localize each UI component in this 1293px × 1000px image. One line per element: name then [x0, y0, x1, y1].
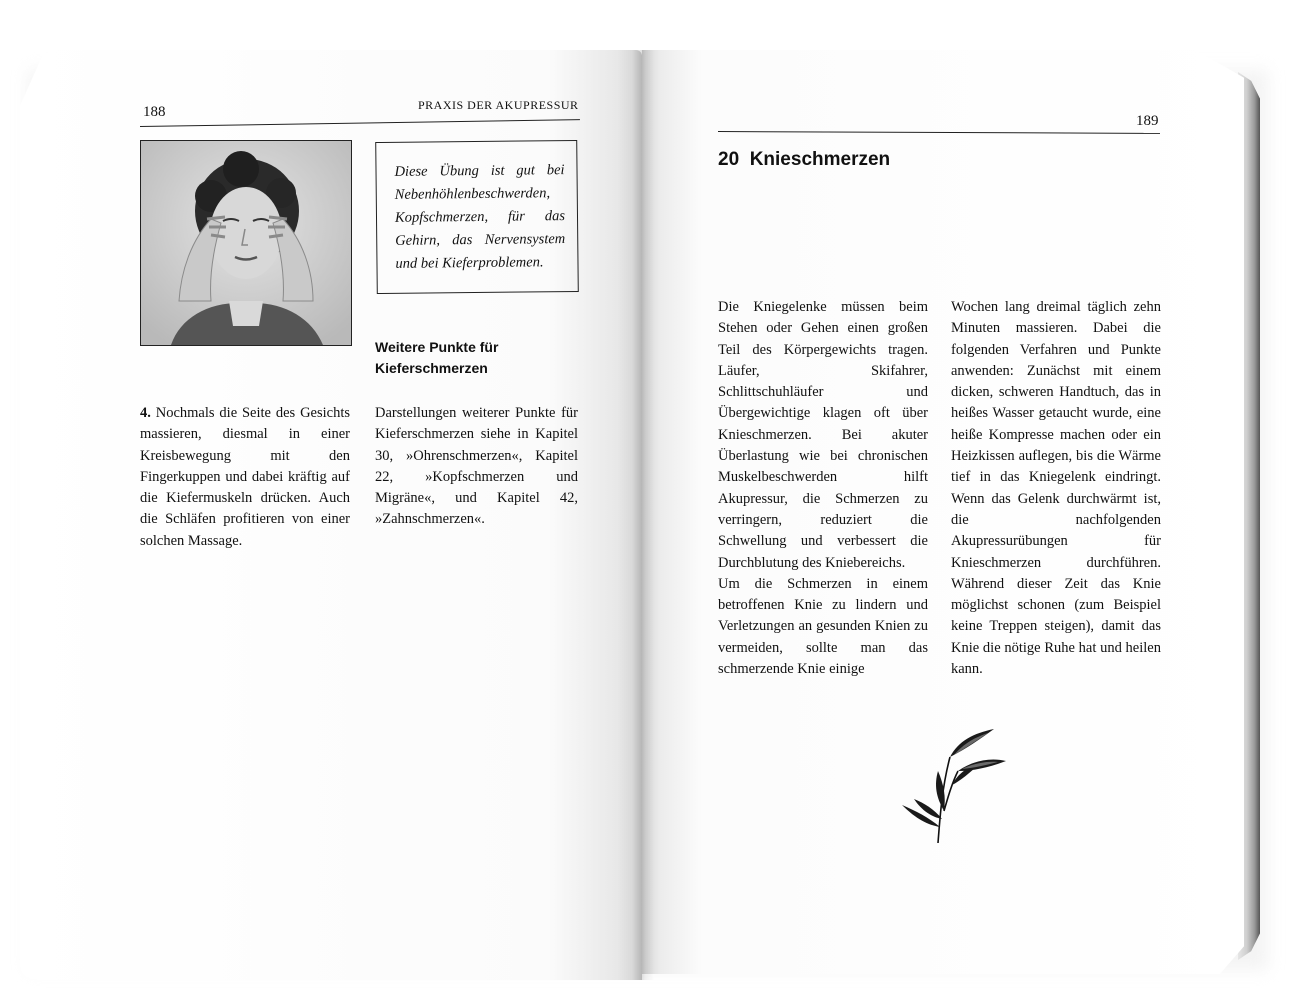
- step-number: 4.: [140, 405, 151, 421]
- body-paragraph-1: Die Kniegelenke müssen beim Stehen oder Gehen einen großen Teil des Körpergewichts tragen. Läufer, Skifahrer, Schlittschuhläufer und Übergewichtige klagen oft über Knieschmerzen. Bei akuter Überlastung wie bei chronischen Muskelbeschwerden hilft Akupressur, die Schmerzen zu verringern, reduziert die Schwellung und verbessert die Durchblutung des Kniebereichs.: [718, 299, 928, 571]
- chapter-heading: [718, 149, 890, 171]
- body-paragraph-2-end: Wochen lang dreimal täglich zehn Minuten massieren. Dabei die folgenden Verfahren und Punkte anwenden: Zunächst mit einem dicken, schweren Handtuch, das in heißes Wasser getaucht wurde, eine heiße Kompresse machen oder ein Heizkissen auflegen, bis die Wärme tief in das Kniegelenk eindringt. Wenn das Gelenk durchwärmt ist, die nachfolgenden Akupressurübungen für Knieschmerzen durchführen. Während dieser Zeit das Knie möglichst schonen (zum Beispiel keine Treppen steigen), damit das Knie die nötige Ruhe hat und heilen kann.: [951, 299, 1161, 678]
- body-paragraph-2-start: Um die Schmerzen in einem betroffenen Knie zu lindern und Verletzungen an gesunden Knien zu vermeiden, sollte man das schmerzende Knie einige: [718, 575, 928, 678]
- step-text: Nochmals die Seite des Gesichts massieren, diesmal in einer Kreisbewegung mit den Fingerkuppen und dabei kräftig auf die Kiefermuskeln drücken. Auch die Schläfen profitieren von einer solchen Massage.: [140, 405, 350, 549]
- step-paragraph: [140, 403, 350, 552]
- note-box: [375, 140, 579, 294]
- references-paragraph: [375, 403, 578, 531]
- right-page-number: 189: [1136, 113, 1159, 129]
- left-page-number: 188: [143, 104, 166, 120]
- chapter-number: 20: [718, 149, 740, 170]
- body-column-left: [718, 297, 928, 680]
- book-gutter: [632, 50, 654, 980]
- section-heading: Weitere Punkte für Kieferschmerzen: [375, 339, 499, 376]
- running-head: PRAXIS DER AKUPRESSUR: [418, 98, 579, 112]
- references-text: Darstellungen weiterer Punkte für Kieferschmerzen siehe in Kapitel 30, »Ohrenschmerzen«, Kapitel 22, »Kopfschmerzen und Migräne«, und Kapitel 42, »Zahnschmerzen«.: [375, 405, 578, 528]
- woman-massaging-temples-photo: [140, 140, 352, 346]
- bamboo-sprig-illustration: [898, 727, 1008, 845]
- body-column-right: [951, 297, 1161, 680]
- chapter-title: Knieschmerzen: [749, 149, 891, 170]
- note-box-text: Diese Übung ist gut bei Nebenhöhlenbeschwerden, Kopfschmerzen, für das Gehirn, das Nervensystem und bei Kieferproblemen.: [394, 162, 566, 272]
